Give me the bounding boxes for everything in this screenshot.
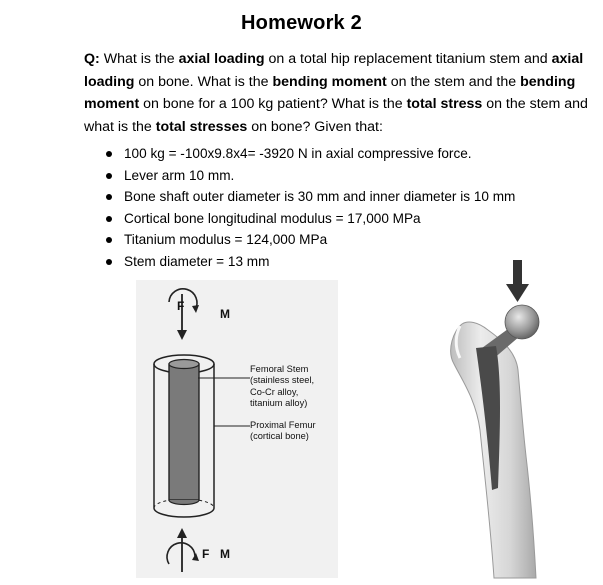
- bullet-icon: [106, 194, 112, 200]
- question-emphasis: bending moment: [272, 73, 387, 90]
- question-paragraph: [84, 48, 596, 138]
- top-force-label: F: [177, 299, 185, 313]
- question-text: on bone? Given that:: [247, 118, 383, 135]
- question-text: on the stem and what is the: [84, 96, 588, 135]
- question-emphasis: total stresses: [155, 118, 248, 135]
- bullet-icon: [106, 216, 112, 222]
- hip-implant-illustration: [432, 260, 582, 580]
- femur-label: [250, 420, 316, 443]
- bullet-icon: [106, 259, 112, 265]
- question-text: on bone for a 100 kg patient? What is the: [139, 96, 407, 112]
- load-arrow-icon: [506, 260, 529, 302]
- femur-label-line: Proximal Femur: [250, 420, 316, 430]
- femur-label-line: (cortical bone): [250, 431, 309, 442]
- bullet-icon: [106, 237, 112, 243]
- question-text: What is the: [99, 51, 179, 67]
- given-text: Stem diameter = 13 mm: [124, 253, 270, 269]
- question-emphasis: axial loading: [84, 51, 584, 90]
- stem-label-line: Femoral Stem: [250, 364, 309, 374]
- given-item: [100, 143, 580, 165]
- question-emphasis: axial loading: [178, 51, 265, 67]
- question-text: on bone. What is the: [134, 73, 273, 90]
- given-item: [100, 208, 580, 230]
- given-text: Cortical bone longitudinal modulus = 17,000 MPa: [124, 210, 421, 226]
- given-text: Lever arm 10 mm.: [124, 167, 235, 183]
- given-item: [100, 165, 580, 187]
- implant-drawing: [432, 260, 582, 580]
- stem-cylinder: [169, 360, 199, 505]
- givens-list: [100, 143, 580, 273]
- bullet-icon: [106, 151, 112, 157]
- page-title: Homework 2: [241, 12, 362, 34]
- bottom-moment-label: M: [220, 547, 230, 561]
- stem-label-line: Co-Cr alloy,: [250, 386, 299, 397]
- bottom-force-arrow-icon: [177, 528, 187, 572]
- bottom-moment-icon: [167, 543, 199, 564]
- given-text: Bone shaft outer diameter is 30 mm and inner diameter is 10 mm: [124, 189, 516, 205]
- question-emphasis: bending moment: [84, 73, 576, 112]
- stem-label: [250, 364, 314, 410]
- top-moment-label: M: [220, 307, 230, 321]
- given-item: [100, 229, 580, 251]
- bullet-icon: [106, 173, 112, 179]
- question-text: on a total hip replacement titanium stem and: [264, 51, 552, 67]
- given-text: 100 kg = -100x9.8x4= -3920 N in axial compressive force.: [124, 146, 472, 161]
- femoral-head-ball: [505, 305, 539, 339]
- given-item: [100, 186, 580, 208]
- question-text: on the stem and the: [386, 73, 521, 90]
- bottom-force-label: F: [202, 547, 210, 561]
- given-text: Titanium modulus = 124,000 MPa: [124, 232, 328, 248]
- stem-label-line: titanium alloy): [250, 398, 308, 409]
- stem-label-line: (stainless steel,: [250, 375, 315, 386]
- stem-bone-schematic: [136, 280, 338, 578]
- question-label: Q:: [84, 51, 100, 67]
- question-emphasis: total stress: [406, 96, 483, 112]
